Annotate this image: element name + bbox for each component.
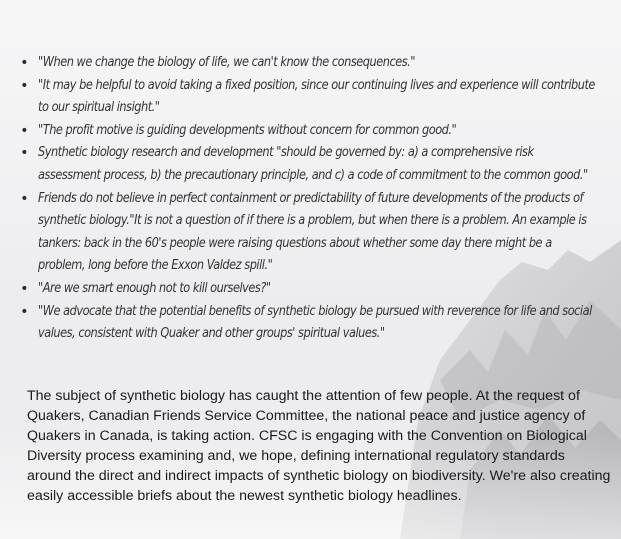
quote-item bbox=[20, 120, 597, 143]
quote-text: Synthetic biology research and development "should be governed by: a) a comprehensive risk assessment process, b) the precautionary principle, and c) a code of commitment to the common good." bbox=[38, 145, 588, 183]
quote-text: "When we change the biology of life, we can't know the consequences." bbox=[38, 55, 416, 70]
bullet-icon: • bbox=[20, 145, 28, 162]
quotes-list bbox=[0, 52, 598, 346]
bullet-icon: • bbox=[20, 280, 28, 297]
quote-text: "It may be helpful to avoid taking a fixed position, since our continuing lives and experience will contribute to our spiritual insight." bbox=[38, 77, 595, 116]
bullet-icon: • bbox=[20, 190, 28, 207]
quote-item bbox=[20, 142, 597, 187]
quote-item bbox=[20, 52, 597, 75]
bullet-icon: • bbox=[20, 55, 28, 71]
quote-text: "We advocate that the potential benefits of synthetic biology be pursued with reverence for life and social values, consistent with Quaker and other groups' spiritual values." bbox=[38, 303, 592, 342]
bullet-icon: • bbox=[20, 122, 28, 139]
bullet-icon: • bbox=[20, 77, 28, 94]
quote-text: Friends do not believe in perfect containment or predictability of future developments of the products of synthetic biology."It is not a question of if there is a problem, but when there is a problem. An example is tankers: back in the 60's people were raising questions about whether some day there might be a problem, long before the Exxon Valdez spill." bbox=[38, 190, 587, 274]
quote-item bbox=[20, 75, 597, 120]
quote-text: "Are we smart enough not to kill ourselves?" bbox=[38, 280, 271, 296]
quote-item bbox=[20, 301, 597, 346]
quote-item bbox=[20, 188, 597, 278]
quote-item bbox=[20, 278, 597, 301]
quote-text: "The profit motive is guiding developments without concern for common good." bbox=[38, 122, 457, 138]
body-paragraph: The subject of synthetic biology has caught the attention of few people. At the request of Quakers, Canadian Friends Service Committee, the national peace and justice agency of Quakers in Canada, is taking action. CFSC is engaging with the Convention on Biological Diversity process examining and, we hope, defining international regulatory standards around the direct and indirect impacts of synthetic biology on biodiversity. We're also creating easily accessible briefs about the newest synthetic biology headlines. bbox=[27, 388, 611, 504]
bullet-icon: • bbox=[20, 303, 28, 320]
